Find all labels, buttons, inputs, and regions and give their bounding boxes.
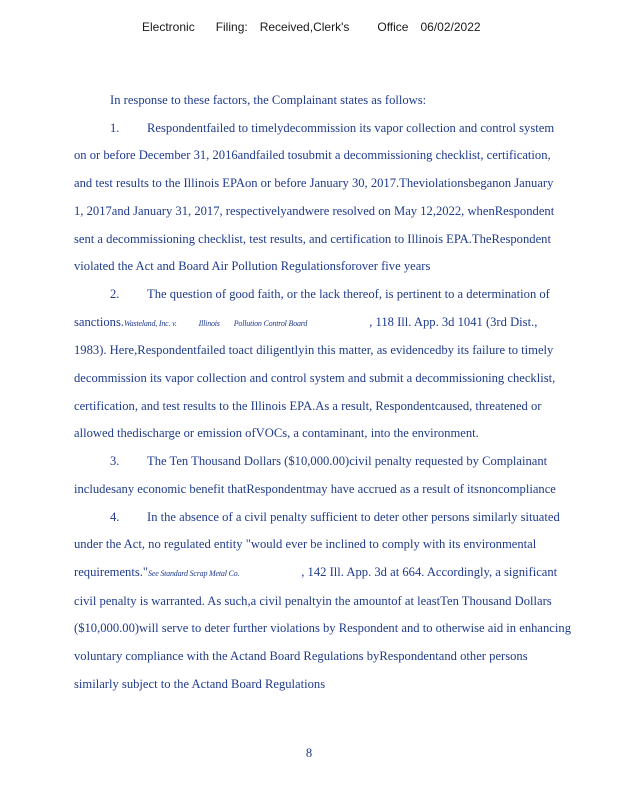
paragraph-number: 2. <box>110 286 120 301</box>
citation-line <box>74 559 606 588</box>
text-line: voluntary compliance with the Actand Board Regulations byRespondentand other persons <box>74 649 528 664</box>
text-line: The Ten Thousand Dollars ($10,000.00)civil penalty requested by Complainant <box>147 454 548 469</box>
text-line: 1, 2017and January 31, 2017, respectivelyandwere resolved on May 12,2022, whenRespondent <box>74 203 555 218</box>
paragraph-4-first-line <box>74 504 606 532</box>
header-electronic: Electronic <box>142 20 195 34</box>
text-line: and test results to the Illinois EPAon or before January 30, 2017.Theviolationsbeganon January <box>74 176 554 191</box>
text-line: ($10,000.00)will serve to deter further violations by Respondent and to otherwise aid in enhancing <box>74 621 571 636</box>
text-line: includesany economic benefit thatRespondentmay have accrued as a result of itsnoncompliance <box>74 481 556 496</box>
text-segment: , 118 Ill. App. 3d 1041 (3rd Dist., <box>369 314 538 329</box>
header-filing: Filing: <box>215 20 248 34</box>
paragraph-3-first-line <box>74 448 606 476</box>
paragraph-2-first-line <box>74 281 606 309</box>
paragraph-number: 1. <box>110 120 120 135</box>
filing-header <box>142 20 481 34</box>
case-citation: Pollution Control Board <box>233 318 308 328</box>
text-line: civil penalty is warranted. As such,a civil penaltyin the amountof at leastTen Thousand Dollars <box>74 593 552 608</box>
text-line: under the Act, no regulated entity "would ever be inclined to comply with its environmental <box>74 537 537 552</box>
text-line: violated the Act and Board Air Pollution Regulationsforover five years <box>74 259 431 274</box>
text-line: In the absence of a civil penalty sufficient to deter other persons similarly situated <box>147 509 560 524</box>
header-office: Office <box>377 20 409 34</box>
case-citation: Illinois <box>198 318 220 328</box>
text-line: The question of good faith, or the lack thereof, is pertinent to a determination of <box>147 286 550 301</box>
citation-line <box>74 309 606 338</box>
text-line: decommission its vapor collection and control system and submit a decommissioning checklist, <box>74 371 556 386</box>
text-line: 1983). Here,Respondentfailed toact diligentlyin this matter, as evidencedby its failure to timely <box>74 343 554 358</box>
paragraph-number: 3. <box>110 454 120 469</box>
case-citation: See Standard Scrap Metal Co. <box>148 568 240 578</box>
paragraph-number: 4. <box>110 509 120 524</box>
case-citation: Wasteland, Inc. v. <box>124 318 177 328</box>
text-line: allowed thedischarge or emission ofVOCs, a contaminant, into the environment. <box>74 426 479 441</box>
text-segment: , 142 Ill. App. 3d at 664. Accordingly, a significant <box>301 564 558 579</box>
intro-line: In response to these factors, the Complainant states as follows: <box>110 93 427 107</box>
text-line: similarly subject to the Actand Board Regulations <box>74 676 326 691</box>
text-line: certification, and test results to the Illinois EPA.As a result, Respondentcaused, threatened or <box>74 398 542 413</box>
header-received-clerks: Received,Clerk's <box>259 20 350 34</box>
document-body <box>74 87 606 698</box>
paragraph-1-first-line <box>74 115 606 143</box>
text-line: Respondentfailed to timelydecommission its vapor collection and control system <box>147 120 555 135</box>
page-number: 8 <box>305 746 313 760</box>
text-segment: requirements." <box>74 564 149 579</box>
header-date: 06/02/2022 <box>420 20 481 34</box>
text-line: sent a decommissioning checklist, test results, and certification to Illinois EPA.TheRespondent <box>74 231 551 246</box>
text-segment: sanctions. <box>74 314 125 329</box>
text-line: on or before December 31, 2016andfailed tosubmit a decommissioning checklist, certification, <box>74 148 551 163</box>
